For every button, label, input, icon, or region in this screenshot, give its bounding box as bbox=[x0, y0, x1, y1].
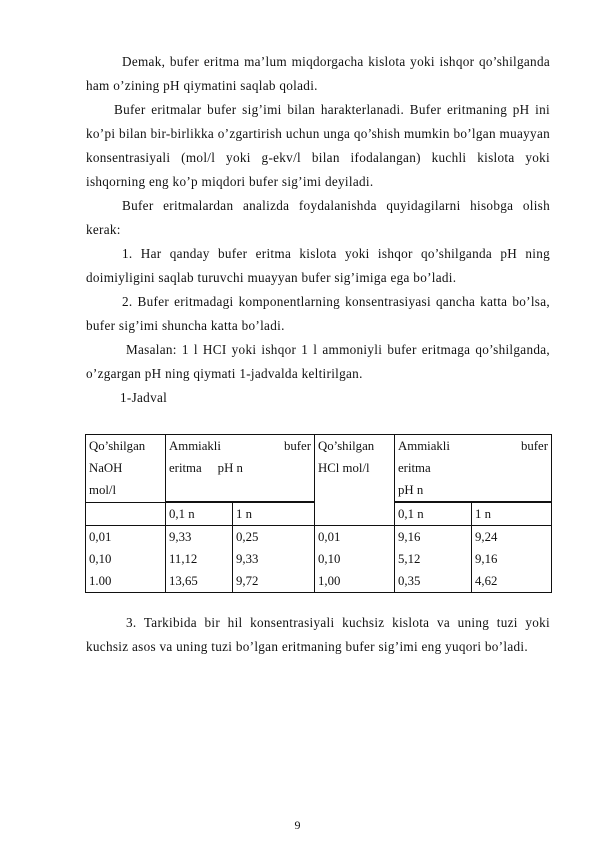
paragraph-point-1: 1. Har qanday bufer eritma kislota yoki ishqor qo’shilganda pH ning doimiyligini saqlab turuvchi muayyan bufer sig’imiga ega bo’ladi. bbox=[86, 246, 550, 285]
data-column-ph-01: 9,33 11,12 13,65 bbox=[166, 526, 233, 593]
data-column-hcl: 0,01 0,10 1,00 bbox=[315, 526, 395, 593]
paragraph-example: Masalan: 1 l HCI yoki ishqor 1 l ammoniyli bufer eritmaga qo’shilganda, o’zgargan pH ning qiymati 1-jadvalda keltirilgan. bbox=[86, 342, 550, 381]
subheader-cell: 0,1 n bbox=[395, 503, 472, 526]
ph-table bbox=[85, 434, 552, 593]
header-added-hcl: Qo’shilgan HCl mol/l bbox=[315, 435, 395, 526]
data-column-ph-1-hcl: 9,24 9,16 4,62 bbox=[472, 526, 552, 593]
paragraph-bufer-capacity: Bufer eritmalar bufer sig’imi bilan harakterlanadi. Bufer eritmaning pH ini ko’pi bilan bir-birlikka o’zgartirish uchun unga qo’shish mumkin bo’lgan muayyan konsentrasiyali (mol/l yoki g-ekv/l bilan ifodalangan) kuchli kislota yoki ishqorning eng ko’p miqdori bufer sig’imi deyiladi. bbox=[86, 102, 550, 189]
paragraph-analysis-notes: Bufer eritmalardan analizda foydalanishda quyidagilarni hisobga olish kerak: bbox=[86, 198, 550, 237]
header-ammonia-buffer-2: Ammiakli bufer eritma pH n bbox=[395, 435, 552, 502]
paragraph-point-3: 3. Tarkibida bir hil konsentrasiyali kuchsiz kislota va uning tuzi yoki kuchsiz asos va uning tuzi bo’lgan eritmaning bufer sig’imi eng yuqori bo’ladi. bbox=[86, 615, 550, 654]
subheader-cell: 1 n bbox=[472, 503, 552, 526]
document-page bbox=[86, 50, 550, 659]
paragraph-point-2: 2. Bufer eritmadagi komponentlarning konsentrasiyasi qancha katta bo’lsa, bufer sig’imi shuncha katta bo’ladi. bbox=[86, 294, 550, 333]
subheader-cell: 0,1 n bbox=[166, 503, 233, 526]
table-caption: 1-Jadval bbox=[120, 390, 168, 405]
paragraph-bufer-definition: Demak, bufer eritma ma’lum miqdorgacha kislota yoki ishqor qo’shilganda ham o’zining pH qiymatini saqlab qoladi. bbox=[86, 54, 550, 93]
page-number: 9 bbox=[294, 818, 301, 832]
data-column-ph-01-hcl: 9,16 5,12 0,35 bbox=[395, 526, 472, 593]
header-ammonia-buffer-1: Ammiakli bufer eritma pH n bbox=[166, 435, 315, 502]
subheader-cell: 1 n bbox=[233, 503, 315, 526]
data-column-naoh: 0,01 0,10 1.00 bbox=[86, 526, 166, 593]
header-added-naoh: Qo’shilgan NaOH mol/l bbox=[86, 435, 166, 503]
data-column-ph-1: 0,25 9,33 9,72 bbox=[233, 526, 315, 593]
